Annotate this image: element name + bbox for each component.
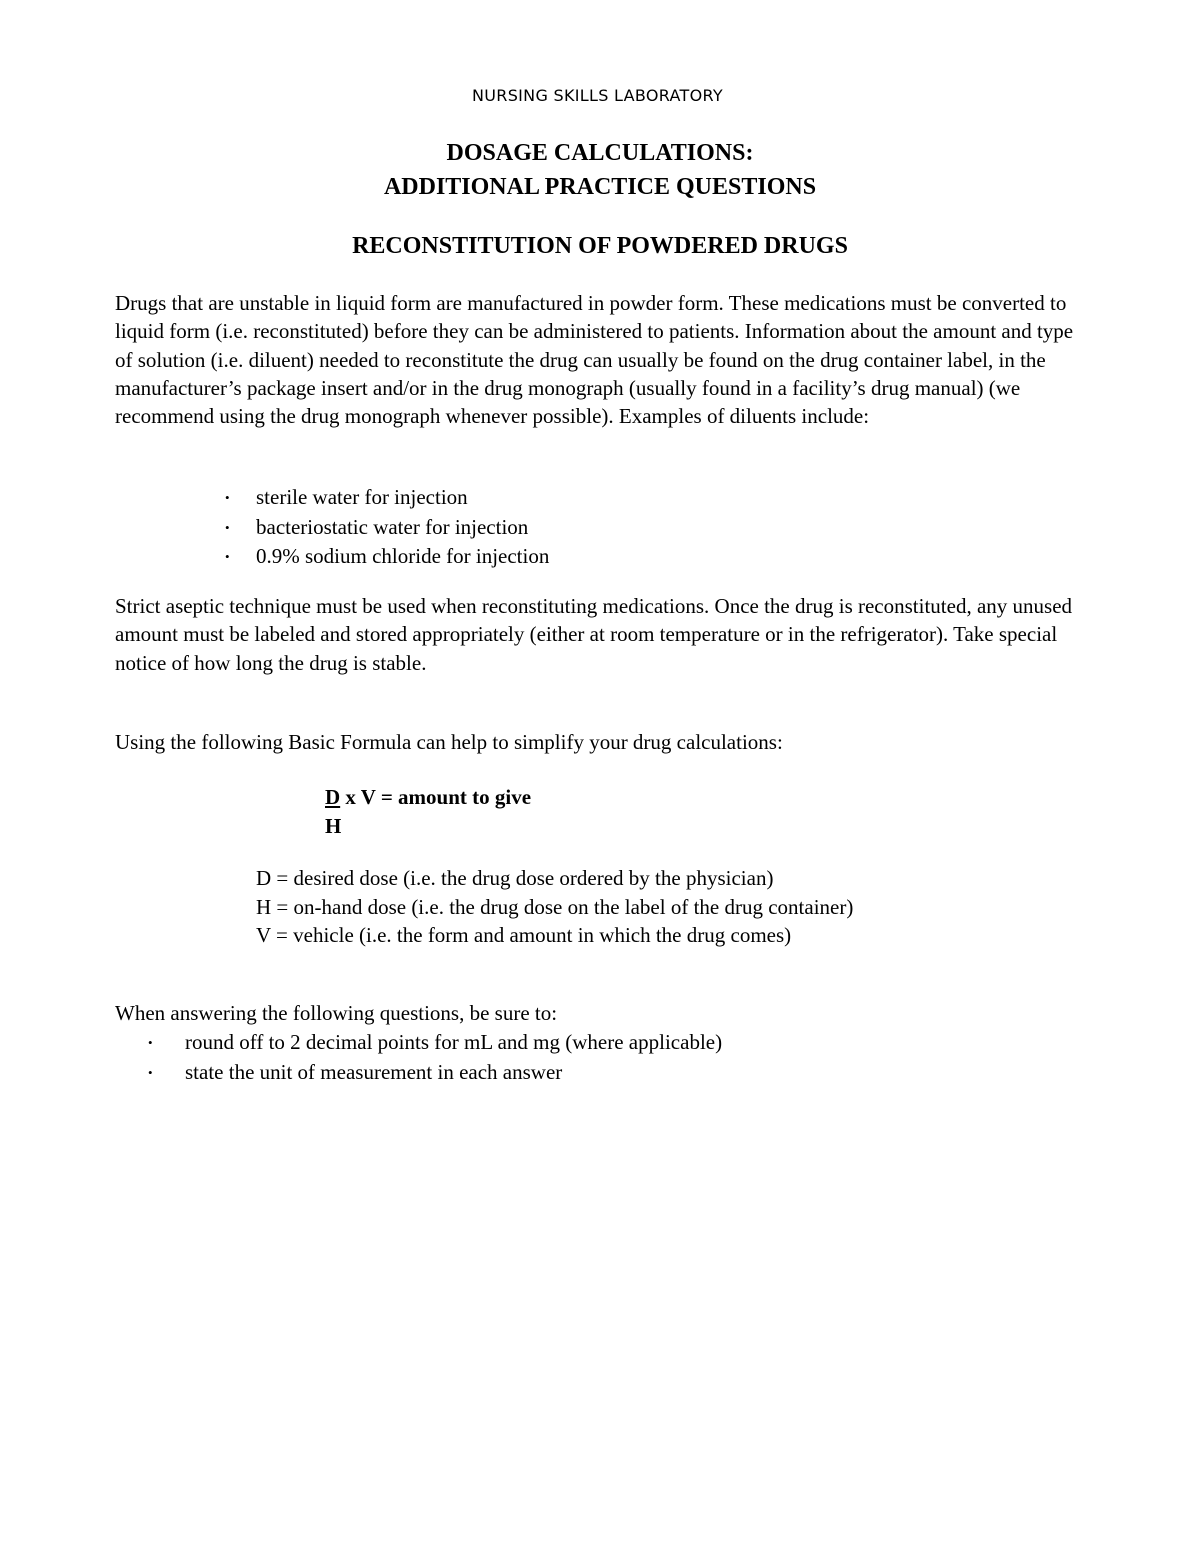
section-heading: RECONSTITUTION OF POWDERED DRUGS (352, 233, 848, 259)
formula-denominator: H (325, 814, 342, 838)
formula-expression: x V = amount to give (340, 785, 532, 809)
list-item (225, 483, 549, 513)
title-line-2: ADDITIONAL PRACTICE QUESTIONS (383, 174, 817, 200)
list-item-label: sterile water for injection (256, 485, 468, 509)
list-item (225, 513, 549, 543)
bullet-icon: • (148, 1064, 153, 1080)
bullet-icon: • (225, 519, 230, 535)
list-item-label: round off to 2 decimal points for mL and mg (where applicable) (185, 1030, 723, 1054)
bullet-icon: • (225, 549, 230, 564)
list-item-label: bacteriostatic water for injection (256, 514, 529, 539)
title-line-1: DOSAGE CALCULATIONS: (446, 140, 754, 166)
list-item-label: 0.9% sodium chloride for injection (256, 544, 550, 568)
bullet-icon: • (225, 490, 230, 505)
definition-v: V = vehicle (i.e. the form and amount in which the drug comes) (256, 923, 792, 948)
formula-numerator: D (325, 785, 341, 809)
aseptic-paragraph: Strict aseptic technique must be used when reconstituting medications. Once the drug is reconstituted, any unused amount must be labeled and stored appropriately (either at room temperature or in the refrigerator). Take special notice of how long the drug is stable. (115, 594, 1073, 675)
list-item (148, 1028, 723, 1058)
formula-definitions (256, 864, 853, 950)
diluent-list (225, 483, 550, 572)
bullet-icon: • (148, 1035, 153, 1050)
formula-top-line (325, 783, 531, 812)
list-item-label: state the unit of measurement in each answer (185, 1059, 563, 1084)
formula-intro: Using the following Basic Formula can help to simplify your drug calculations: (115, 730, 783, 754)
definition-h: H = on-hand dose (i.e. the drug dose on the label of the drug container) (256, 894, 854, 919)
instructions-intro: When answering the following questions, be sure to: (115, 1001, 558, 1025)
basic-formula (325, 783, 531, 841)
list-item (148, 1058, 722, 1088)
list-item (225, 542, 550, 572)
definition-d: D = desired dose (i.e. the drug dose ordered by the physician) (256, 866, 774, 890)
document-header: NURSING SKILLS LABORATORY (472, 86, 723, 105)
instructions-list (148, 1028, 723, 1087)
intro-paragraph: Drugs that are unstable in liquid form are manufactured in powder form. These medications must be converted to liquid form (i.e. reconstituted) before they can be administered to patients. Information about the amount and type of solution (i.e. diluent) needed to reconstitute the drug can usually be found on the drug container label, in the manufacturer’s package insert and/or in the drug monograph (usually found in a facility’s drug manual) (we recommend using the drug monograph whenever possible). Examples of diluents include: (115, 291, 1074, 429)
